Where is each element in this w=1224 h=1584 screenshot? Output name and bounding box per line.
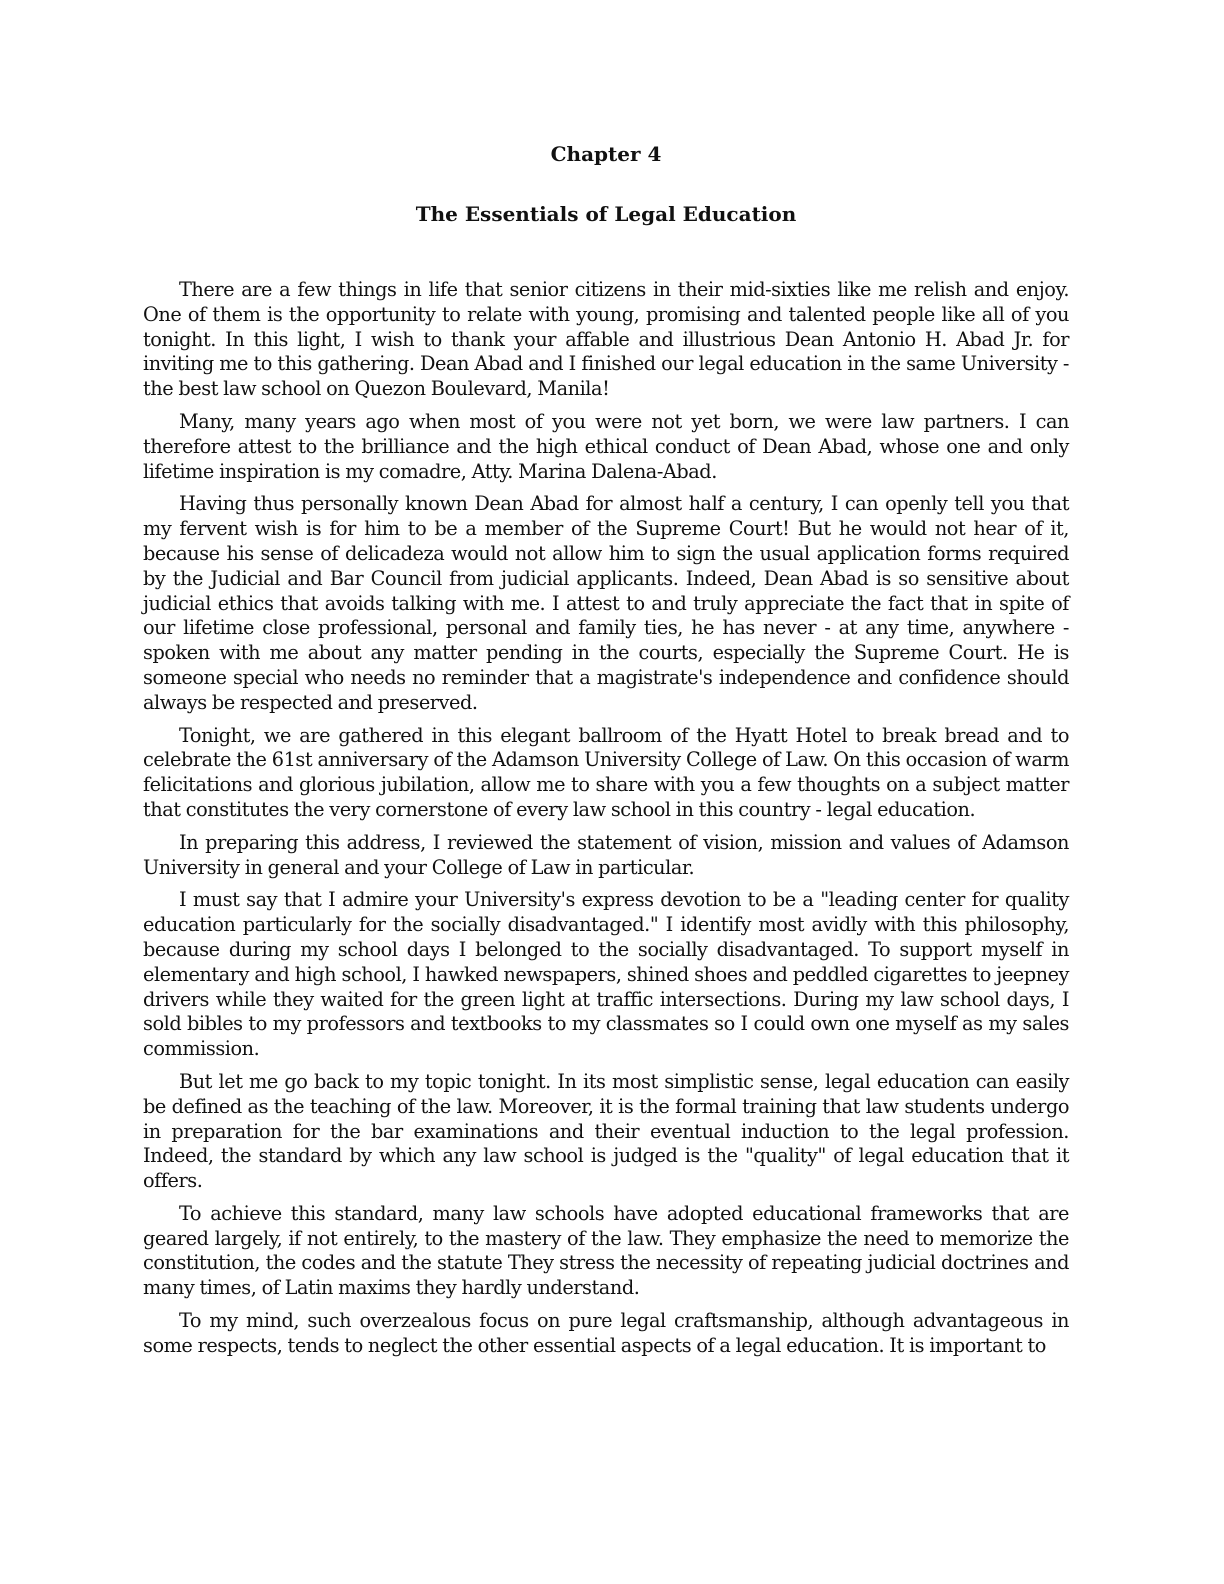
paragraph: To my mind, such overzealous focus on pure legal craftsmanship, although advantageous in some respects, tends to neglect the other essential aspects of a legal education. It is important to: [143, 1309, 1069, 1357]
paragraph: I must say that I admire your University's express devotion to be a "leading center for quality education particularly for the socially disadvantaged." I identify most avidly with this philosophy, because during my school days I belonged to the socially disadvantaged. To support myself in elementary and high school, I hawked newspapers, shined shoes and peddled cigarettes to jeepney drivers while they waited for the green light at traffic intersections. During my law school days, I sold bibles to my professors and textbooks to my classmates so I could own one myself as my sales commission.: [143, 888, 1069, 1061]
body-text: [143, 278, 1069, 1359]
paragraph: There are a few things in life that senior citizens in their mid-sixties like me relish and enjoy. One of them is the opportunity to relate with young, promising and talented people like all of you tonight. In this light, I wish to thank your affable and illustrious Dean Antonio H. Abad Jr. for inviting me to this gathering. Dean Abad and I finished our legal education in the same University - the best law school on Quezon Boulevard, Manila!: [143, 278, 1069, 401]
paragraph: To achieve this standard, many law schools have adopted educational frameworks that are geared largely, if not entirely, to the mastery of the law. They emphasize the need to memorize the constitution, the codes and the statute They stress the necessity of repeating judicial doctrines and many times, of Latin maxims they hardly understand.: [143, 1201, 1069, 1300]
chapter-title: The Essentials of Legal Education: [415, 202, 797, 226]
paragraph: In preparing this address, I reviewed the statement of vision, mission and values of Adamson University in general and your College of Law in particular.: [143, 830, 1069, 879]
document-page: [143, 140, 1069, 1367]
paragraph: Many, many years ago when most of you were not yet born, we were law partners. I can therefore attest to the brilliance and the high ethical conduct of Dean Abad, whose one and only lifetime inspiration is my comadre, Atty. Marina Dalena-Abad.: [143, 409, 1069, 483]
paragraph: But let me go back to my topic tonight. In its most simplistic sense, legal education can easily be defined as the teaching of the law. Moreover, it is the formal training that law students undergo in preparation for the bar examinations and their eventual induction to the legal profession. Indeed, the standard by which any law school is judged is the "quality" of legal education that it offers.: [143, 1069, 1069, 1193]
paragraph: Having thus personally known Dean Abad for almost half a century, I can openly tell you that my fervent wish is for him to be a member of the Supreme Court! But he would not hear of it, because his sense of delicadeza would not allow him to sign the usual application forms required by the Judicial and Bar Council from judicial applicants. Indeed, Dean Abad is so sensitive about judicial ethics that avoids talking with me. I attest to and truly appreciate the fact that in spite of our lifetime close professional, personal and family ties, he has never - at any time, anywhere - spoken with me about any matter pending in the courts, especially the Supreme Court. He is someone special who needs no reminder that a magistrate's independence and confidence should always be respected and preserved.: [143, 492, 1069, 714]
paragraph: Tonight, we are gathered in this elegant ballroom of the Hyatt Hotel to break bread and to celebrate the 61st anniversary of the Adamson University College of Law. On this occasion of warm felicitations and glorious jubilation, allow me to share with you a few thoughts on a subject matter that constitutes the very cornerstone of every law school in this country - legal education.: [143, 723, 1069, 821]
chapter-label: Chapter 4: [550, 142, 662, 166]
